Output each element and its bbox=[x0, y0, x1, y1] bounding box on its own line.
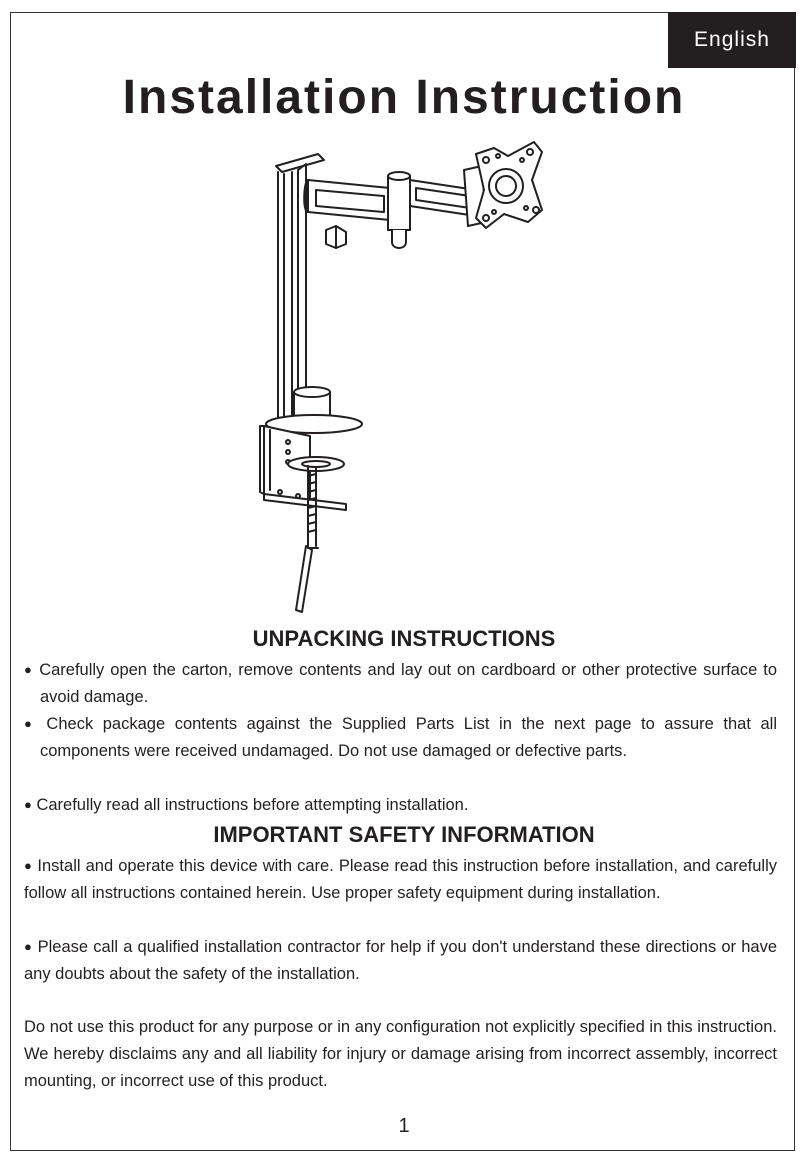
bullet-icon: ● bbox=[24, 662, 34, 677]
bullet-icon: ● bbox=[24, 797, 32, 812]
monitor-desk-mount-illustration bbox=[250, 130, 560, 620]
bullet-icon: ● bbox=[24, 858, 33, 873]
page-number: 1 bbox=[398, 1115, 410, 1137]
unpacking-heading: UNPACKING INSTRUCTIONS bbox=[252, 626, 556, 651]
safety-heading: IMPORTANT SAFETY INFORMATION bbox=[213, 822, 595, 847]
unpacking-item: ● Carefully open the carton, remove contents and lay out on cardboard or other protective surface to avoid damage. bbox=[24, 661, 778, 706]
safety-item: ● Install and operate this device with care. Please read this instruction before installation, and carefully follow all instructions contained herein. Use proper safety equipment during installation. bbox=[24, 857, 777, 902]
disclaimer-text: Do not use this product for any purpose or in any configuration not explicitly specified in this instruction. We hereby disclaims any and all liability for injury or damage arising from incorrect assembly, incorrect mounting, or incorrect use of this product. bbox=[24, 1018, 777, 1090]
bullet-icon: ● bbox=[24, 716, 37, 731]
page-title: Installation Instruction bbox=[122, 71, 686, 124]
language-tab bbox=[668, 12, 796, 68]
bullet-icon: ● bbox=[24, 939, 33, 954]
language-label: English bbox=[694, 28, 770, 51]
safety-item: ● Please call a qualified installation contractor for help if you don't understand these directions or have any doubts about the safety of the installation. bbox=[24, 938, 777, 983]
unpacking-item: ● Check package contents against the Supplied Parts List in the next page to assure that all components were received undamaged. Do not use damaged or defective parts. bbox=[24, 715, 778, 760]
unpacking-item: ● Carefully read all instructions before attempting installation. bbox=[24, 796, 469, 814]
